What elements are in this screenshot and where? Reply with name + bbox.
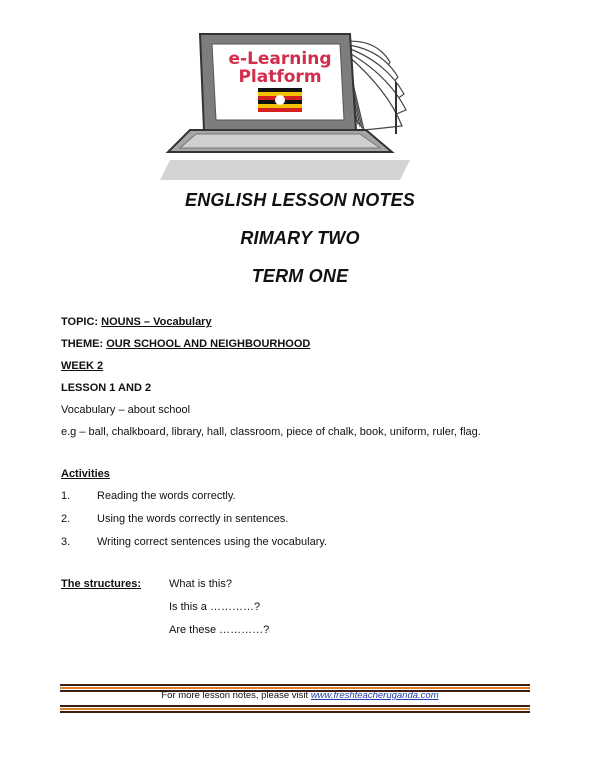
- activity-text: Reading the words correctly.: [97, 490, 236, 502]
- lesson-heading: LESSON 1 AND 2: [61, 382, 152, 394]
- uganda-flag-icon: [258, 88, 302, 112]
- structures-label: The structures:: [61, 578, 142, 590]
- activity-item: [61, 534, 561, 550]
- topic-line: [61, 314, 561, 330]
- footer-text: For more lesson notes, please visit: [161, 690, 311, 701]
- footer-rule-bottom: [60, 705, 530, 714]
- vocabulary-examples: e.g – ball, chalkboard, library, hall, classroom, piece of chalk, book, uniform, ruler, flag.: [61, 426, 481, 438]
- title-block: [0, 190, 600, 304]
- svg-text:Platform: Platform: [238, 67, 322, 87]
- lesson-content: [61, 314, 561, 645]
- activities-heading: Activities: [61, 468, 110, 480]
- vocabulary-heading: Vocabulary – about school: [61, 404, 191, 416]
- activity-number: 2.: [61, 513, 71, 525]
- theme-line: [61, 336, 561, 352]
- topic-value: NOUNS – Vocabulary: [101, 316, 212, 328]
- title-subject: ENGLISH LESSON NOTES: [184, 190, 416, 210]
- structure-item: Is this a …………?: [169, 601, 261, 613]
- topic-label: TOPIC:: [61, 316, 99, 328]
- title-term: TERM ONE: [251, 266, 349, 286]
- structure-item: Are these …………?: [169, 624, 270, 636]
- structure-row: [61, 576, 561, 592]
- structure-row: [61, 599, 561, 615]
- activity-text: Using the words correctly in sentences.: [97, 513, 289, 525]
- week-heading: WEEK 2: [61, 360, 104, 372]
- activity-number: 3.: [61, 536, 71, 548]
- structure-row: [61, 622, 561, 638]
- theme-value: OUR SCHOOL AND NEIGHBOURHOOD: [106, 338, 311, 350]
- structure-item: What is this?: [169, 578, 232, 590]
- svg-text:e-Learning: e-Learning: [228, 49, 332, 69]
- laptop-book-icon: [160, 22, 420, 182]
- footer-link[interactable]: www.freshteacheruganda.com: [310, 690, 439, 701]
- footer-note: [0, 690, 600, 701]
- activity-item: [61, 511, 561, 527]
- elearning-logo: [160, 22, 420, 182]
- activity-text: Writing correct sentences using the vocabulary.: [97, 536, 328, 548]
- title-class: RIMARY TWO: [240, 228, 360, 248]
- activity-number: 1.: [61, 490, 71, 502]
- activity-item: [61, 488, 561, 504]
- theme-label: THEME:: [61, 338, 104, 350]
